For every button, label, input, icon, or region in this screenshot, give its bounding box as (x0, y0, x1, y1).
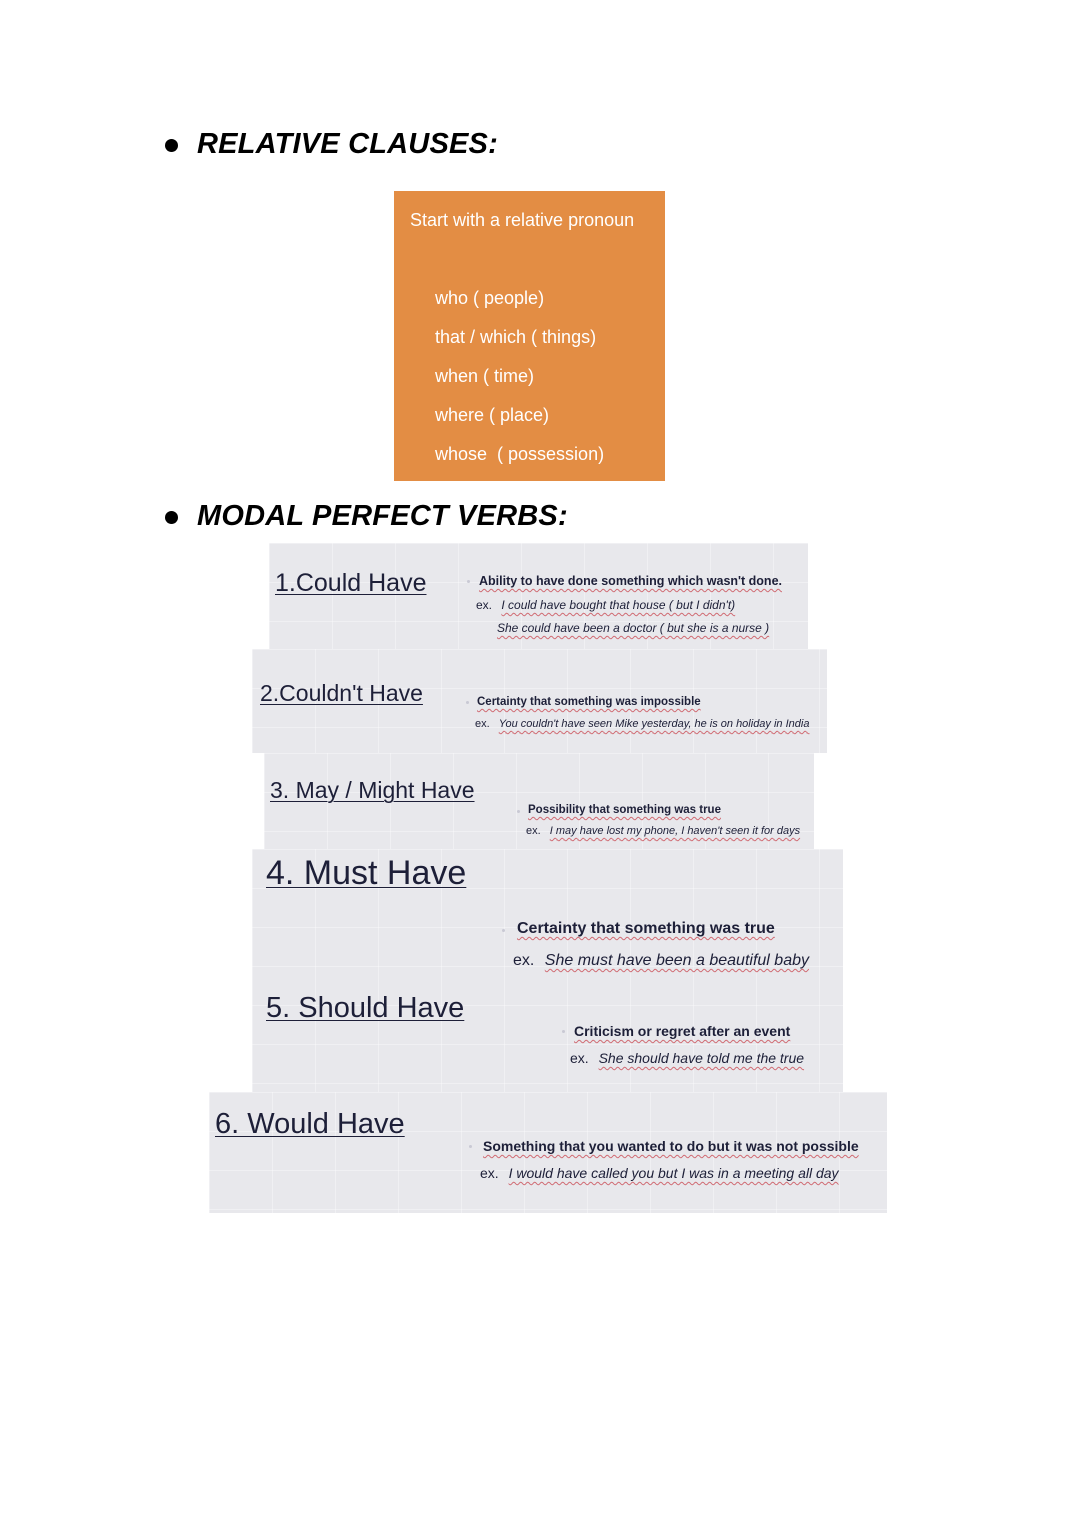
modal-card-definition: Certainty that something was true (517, 920, 775, 937)
modal-card-title: 6. Would Have (215, 1108, 405, 1140)
example-text: I would have called you but I was in a meeting all day (508, 1165, 839, 1181)
relative-pronoun-item: where ( place) (435, 405, 550, 425)
relative-clauses-heading (165, 128, 498, 161)
example-label: ex. (475, 718, 490, 730)
relative-pronoun-item: that / which ( things) (435, 327, 597, 347)
bullet-dot-icon (562, 1030, 565, 1033)
relative-pronoun-box (394, 191, 665, 481)
bullet-dot-icon (467, 580, 470, 583)
modal-perfect-verbs-heading-text: MODAL PERFECT VERBS: (197, 500, 568, 532)
modal-card-definition: Something that you wanted to do but it was not possible (483, 1138, 859, 1154)
modal-card-definition: Ability to have done something which wasn't done. (479, 574, 782, 588)
modal-card-title: 4. Must Have (266, 854, 467, 892)
modal-card-example (570, 1050, 804, 1066)
modal-card-would-have (209, 1092, 887, 1213)
bullet-dot-icon (466, 701, 469, 704)
modal-card-could-have (269, 543, 808, 649)
modal-card-example (476, 598, 735, 612)
bullet-dot-icon (517, 810, 520, 813)
relative-pronoun-item: whose ( possession) (435, 444, 605, 464)
bullet-icon (165, 139, 178, 152)
modal-card-example (526, 825, 800, 837)
modal-card-definition: Criticism or regret after an event (574, 1023, 791, 1039)
relative-pronoun-box-title: Start with a relative pronoun (410, 210, 635, 230)
bullet-dot-icon (502, 929, 505, 932)
modal-card-title: 2.Couldn't Have (260, 680, 423, 706)
relative-clauses-heading-text: RELATIVE CLAUSES: (197, 128, 498, 160)
example-label: ex. (526, 825, 541, 837)
example-text: You couldn't have seen Mike yesterday, he is on holiday in India (498, 718, 810, 730)
example-text: She could have been a doctor ( but she is a nurse ) (497, 621, 770, 635)
modal-card-example (513, 952, 809, 970)
modal-card-title: 5. Should Have (266, 992, 465, 1024)
relative-pronoun-item: who ( people) (435, 288, 545, 308)
example-text: She should have told me the true (598, 1050, 805, 1066)
example-label: ex. (570, 1050, 589, 1066)
example-label: ex. (513, 952, 535, 969)
modal-card-title: 1.Could Have (275, 569, 427, 597)
modal-card-example (475, 718, 809, 730)
modal-card-couldnt-have (252, 649, 827, 753)
example-label: ex. (476, 598, 493, 612)
modal-card-must-should-panel (252, 849, 843, 1092)
example-text: I could have bought that house ( but I didn't) (501, 598, 736, 612)
modal-card-example (497, 621, 769, 635)
bullet-dot-icon (469, 1145, 472, 1148)
example-text: I may have lost my phone, I haven't seen it for days (549, 825, 801, 837)
modal-card-definition: Possibility that something was true (528, 804, 721, 816)
modal-card-definition: Certainty that something was impossible (477, 696, 701, 708)
modal-card-example (480, 1165, 839, 1181)
example-label: ex. (480, 1165, 499, 1181)
modal-card-title: 3. May / Might Have (270, 777, 475, 803)
modal-card-may-might-have (264, 753, 814, 849)
bullet-icon (165, 511, 178, 524)
modal-perfect-verbs-heading (165, 500, 568, 533)
example-text: She must have been a beautiful baby (544, 952, 809, 969)
relative-pronoun-item: when ( time) (435, 366, 535, 386)
